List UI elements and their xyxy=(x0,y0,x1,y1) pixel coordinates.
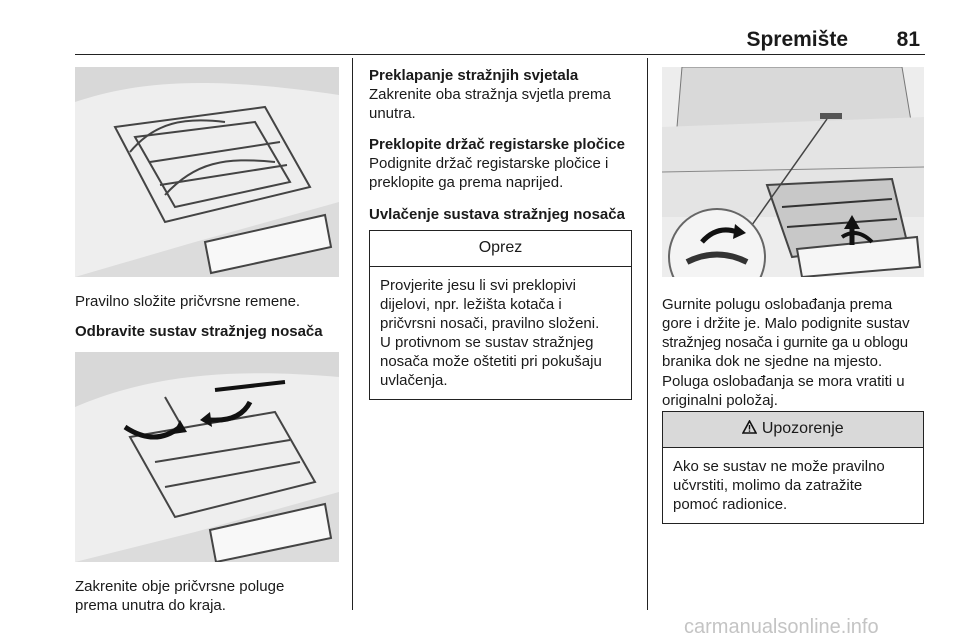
figure-release-lever xyxy=(662,67,924,277)
heading-fold-plate: Preklopite držač registarske pločice xyxy=(369,136,625,153)
caution-box xyxy=(369,230,632,400)
warning-line: Ako se sustav ne može pravilno xyxy=(673,458,885,475)
text-lever-return-2: originalni položaj. xyxy=(662,392,778,409)
right-section-2 xyxy=(662,372,932,410)
release-lever-illustration xyxy=(662,67,924,277)
column-divider-1 xyxy=(352,58,353,610)
warning-line: učvrstiti, molimo da zatražite xyxy=(673,477,863,494)
right-section-1 xyxy=(662,295,932,371)
left-heading-1 xyxy=(75,322,345,341)
caution-line: pričvrsni nosači, pravilno složeni. xyxy=(380,315,600,332)
caution-line: nosača može oštetiti pri pokušaju xyxy=(380,353,602,370)
middle-section-1 xyxy=(369,66,639,123)
caption-straps: Pravilno složite pričvrsne remene. xyxy=(75,293,301,310)
caution-body xyxy=(370,267,631,399)
heading-fold-lights: Preklapanje stražnjih svjetala xyxy=(369,67,579,84)
text-release-2: gore i držite je. Malo podignite sustav xyxy=(662,315,910,332)
section-title: Spremište xyxy=(746,28,848,51)
figure-straps xyxy=(75,67,339,277)
text-release-4: branika dok ne sjedne na mjesto. xyxy=(662,353,883,370)
left-caption-1 xyxy=(75,292,345,311)
text-release-3: stražnjeg nosača i gurnite ga u oblogu xyxy=(662,334,908,351)
text-release-1: Gurnite polugu oslobađanja prema xyxy=(662,296,893,313)
caution-line: Provjerite jesu li svi preklopivi xyxy=(380,277,576,294)
watermark: carmanualsonline.info xyxy=(684,616,879,638)
text-fold-plate-1: Podignite držač registarske pločice i xyxy=(369,155,609,172)
warning-triangle-icon xyxy=(742,420,761,437)
middle-section-2 xyxy=(369,135,639,192)
page-number: 81 xyxy=(896,28,920,51)
text-lever-return-1: Poluga oslobađanja se mora vratiti u xyxy=(662,373,905,390)
warning-title: Upozorenje xyxy=(761,420,844,437)
caution-line: U protivnom se sustav stražnjeg xyxy=(380,334,594,351)
warning-box xyxy=(662,411,924,524)
straps-illustration xyxy=(75,67,339,277)
caution-title: Oprez xyxy=(370,231,631,267)
text-fold-lights-1: Zakrenite oba stražnja svjetla prema xyxy=(369,86,611,103)
text-fold-plate-2: preklopite ga prema naprijed. xyxy=(369,174,564,191)
header-rule xyxy=(75,54,925,55)
warning-body xyxy=(663,448,923,523)
levers-illustration xyxy=(75,352,339,562)
middle-section-3 xyxy=(369,205,639,224)
caution-line: dijelovi, npr. ležišta kotača i xyxy=(380,296,562,313)
figure-levers xyxy=(75,352,339,562)
column-divider-2 xyxy=(647,58,648,610)
warning-header xyxy=(663,412,923,448)
text-fold-lights-2: unutra. xyxy=(369,105,416,122)
caution-line: uvlačenja. xyxy=(380,372,448,389)
caption-levers-1: Zakrenite obje pričvrsne poluge xyxy=(75,578,285,595)
heading-retract-carrier: Uvlačenje sustava stražnjeg nosača xyxy=(369,206,625,223)
left-caption-2 xyxy=(75,577,345,615)
caption-levers-2: prema unutra do kraja. xyxy=(75,597,226,614)
warning-line: pomoć radionice. xyxy=(673,496,788,513)
heading-unlock-carrier: Odbravite sustav stražnjeg nosača xyxy=(75,323,323,340)
